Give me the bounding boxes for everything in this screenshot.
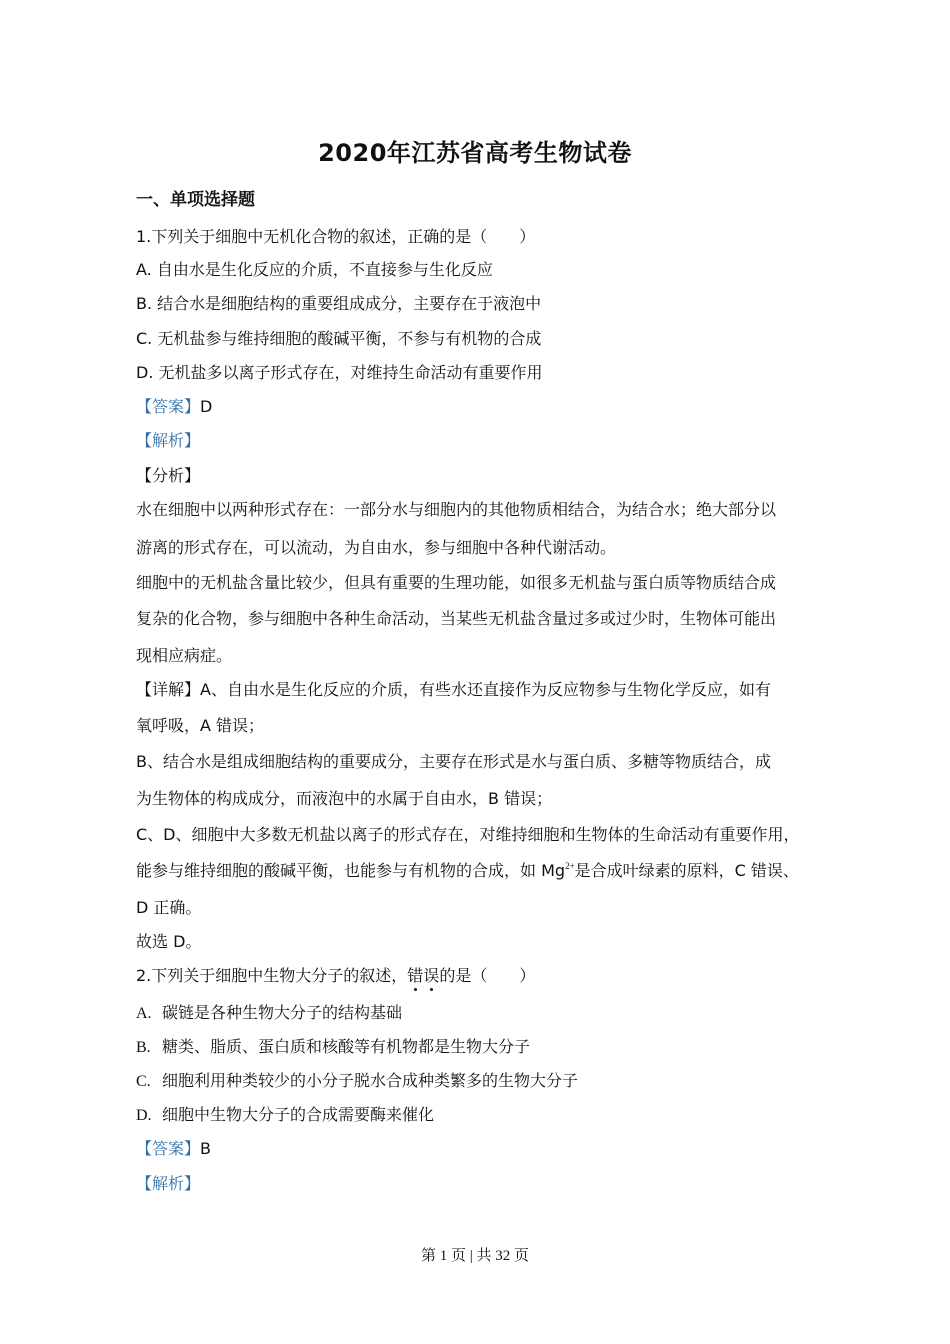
question-1-fenxi-tag: 【分析】 [136, 466, 201, 485]
page-footer: 第 1 页 | 共 32 页 [420, 1248, 529, 1264]
answer-tag: 【答案】 [136, 1139, 201, 1158]
emphasis-text: 误 [423, 966, 440, 985]
answer-value: B [200, 1139, 211, 1158]
question-1-option-d: D. 无机盐多以离子形式存在，对维持生命活动有重要作用 [136, 363, 543, 382]
analysis-line: 细胞中的无机盐含量比较少，但具有重要的生理功能，如很多无机盐与蛋白质等物质结合成 [136, 573, 777, 592]
detail-line: 氧呼吸，A 错误； [136, 716, 265, 735]
question-2-option-c [136, 1071, 578, 1092]
emphasis-char [423, 966, 439, 985]
stem-text: 2.下列关于细胞中生物大分子的叙述， [136, 966, 408, 985]
question-1-stem: 1.下列关于细胞中无机化合物的叙述，正确的是（ ） [136, 227, 536, 246]
detail-line: B、结合水是组成细胞结构的重要成分，主要存在形式是水与蛋白质、多糖等物质结合，成 [136, 752, 771, 771]
detail-line: 为生物体的构成成分，而液泡中的水属于自由水，B 错误； [136, 789, 553, 808]
answer-value: D [200, 397, 213, 416]
answer-tag: 【答案】 [136, 397, 201, 416]
option-text: 细胞中生物大分子的合成需要酶来催化 [162, 1105, 435, 1124]
detail-line [136, 861, 799, 881]
analysis-line: 水在细胞中以两种形式存在：一部分水与细胞内的其他物质相结合，为结合水；绝大部分以 [136, 500, 777, 519]
question-2-jiexi-tag: 【解析】 [136, 1174, 201, 1193]
analysis-line: 游离的形式存在，可以流动，为自由水，参与细胞中各种代谢活动。 [136, 538, 617, 557]
detail-line: C、D、细胞中大多数无机盐以离子的形式存在，对维持细胞和生物体的生命活动有重要作用， [136, 825, 800, 844]
question-2-option-b [136, 1037, 530, 1058]
question-2-option-d [136, 1105, 434, 1126]
section-heading: 一、单项选择题 [136, 190, 255, 210]
detail-text: 能参与维持细胞的酸碱平衡，也能参与有机物的合成，如 Mg [136, 861, 566, 880]
option-text: 碳链是各种生物大分子的结构基础 [162, 1003, 403, 1022]
option-letter: A. [136, 1005, 152, 1022]
option-letter: B. [136, 1039, 151, 1056]
question-2-answer [136, 1139, 211, 1159]
superscript-charge: 2+ [565, 861, 575, 871]
stem-text: 的是（ ） [439, 966, 536, 985]
question-1-option-a: A. 自由水是生化反应的介质，不直接参与生化反应 [136, 260, 493, 279]
detail-line: D 正确。 [136, 898, 202, 917]
question-1-answer [136, 397, 212, 417]
question-1-option-c: C. 无机盐参与维持细胞的酸碱平衡，不参与有机物的合成 [136, 329, 542, 348]
detail-line: 【详解】A、自由水是生化反应的介质，有些水还直接作为反应物参与生物化学反应，如有 [136, 680, 771, 699]
question-2-option-a [136, 1003, 402, 1024]
page-title: 2020年江苏省高考生物试卷 [318, 139, 632, 167]
option-letter: D. [136, 1107, 152, 1124]
analysis-line: 复杂的化合物，参与细胞中各种生命活动，当某些无机盐含量过多或过少时，生物体可能出 [136, 609, 777, 628]
emphasis-char [407, 966, 423, 985]
question-2-stem [136, 966, 535, 986]
question-1-option-b: B. 结合水是细胞结构的重要组成成分，主要存在于液泡中 [136, 294, 542, 313]
detail-text: 是合成叶绿素的原料，C 错误、 [574, 861, 799, 880]
question-1-jiexi-tag: 【解析】 [136, 431, 201, 450]
option-letter: C. [136, 1073, 151, 1090]
emphasis-dot [414, 988, 417, 991]
emphasis-text: 错 [407, 966, 424, 985]
detail-line: 故选 D。 [136, 932, 202, 951]
emphasis-dot [430, 988, 433, 991]
analysis-line: 现相应病症。 [136, 646, 233, 665]
option-text: 细胞利用种类较少的小分子脱水合成种类繁多的生物大分子 [162, 1071, 579, 1090]
option-text: 糖类、脂质、蛋白质和核酸等有机物都是生物大分子 [162, 1037, 531, 1056]
